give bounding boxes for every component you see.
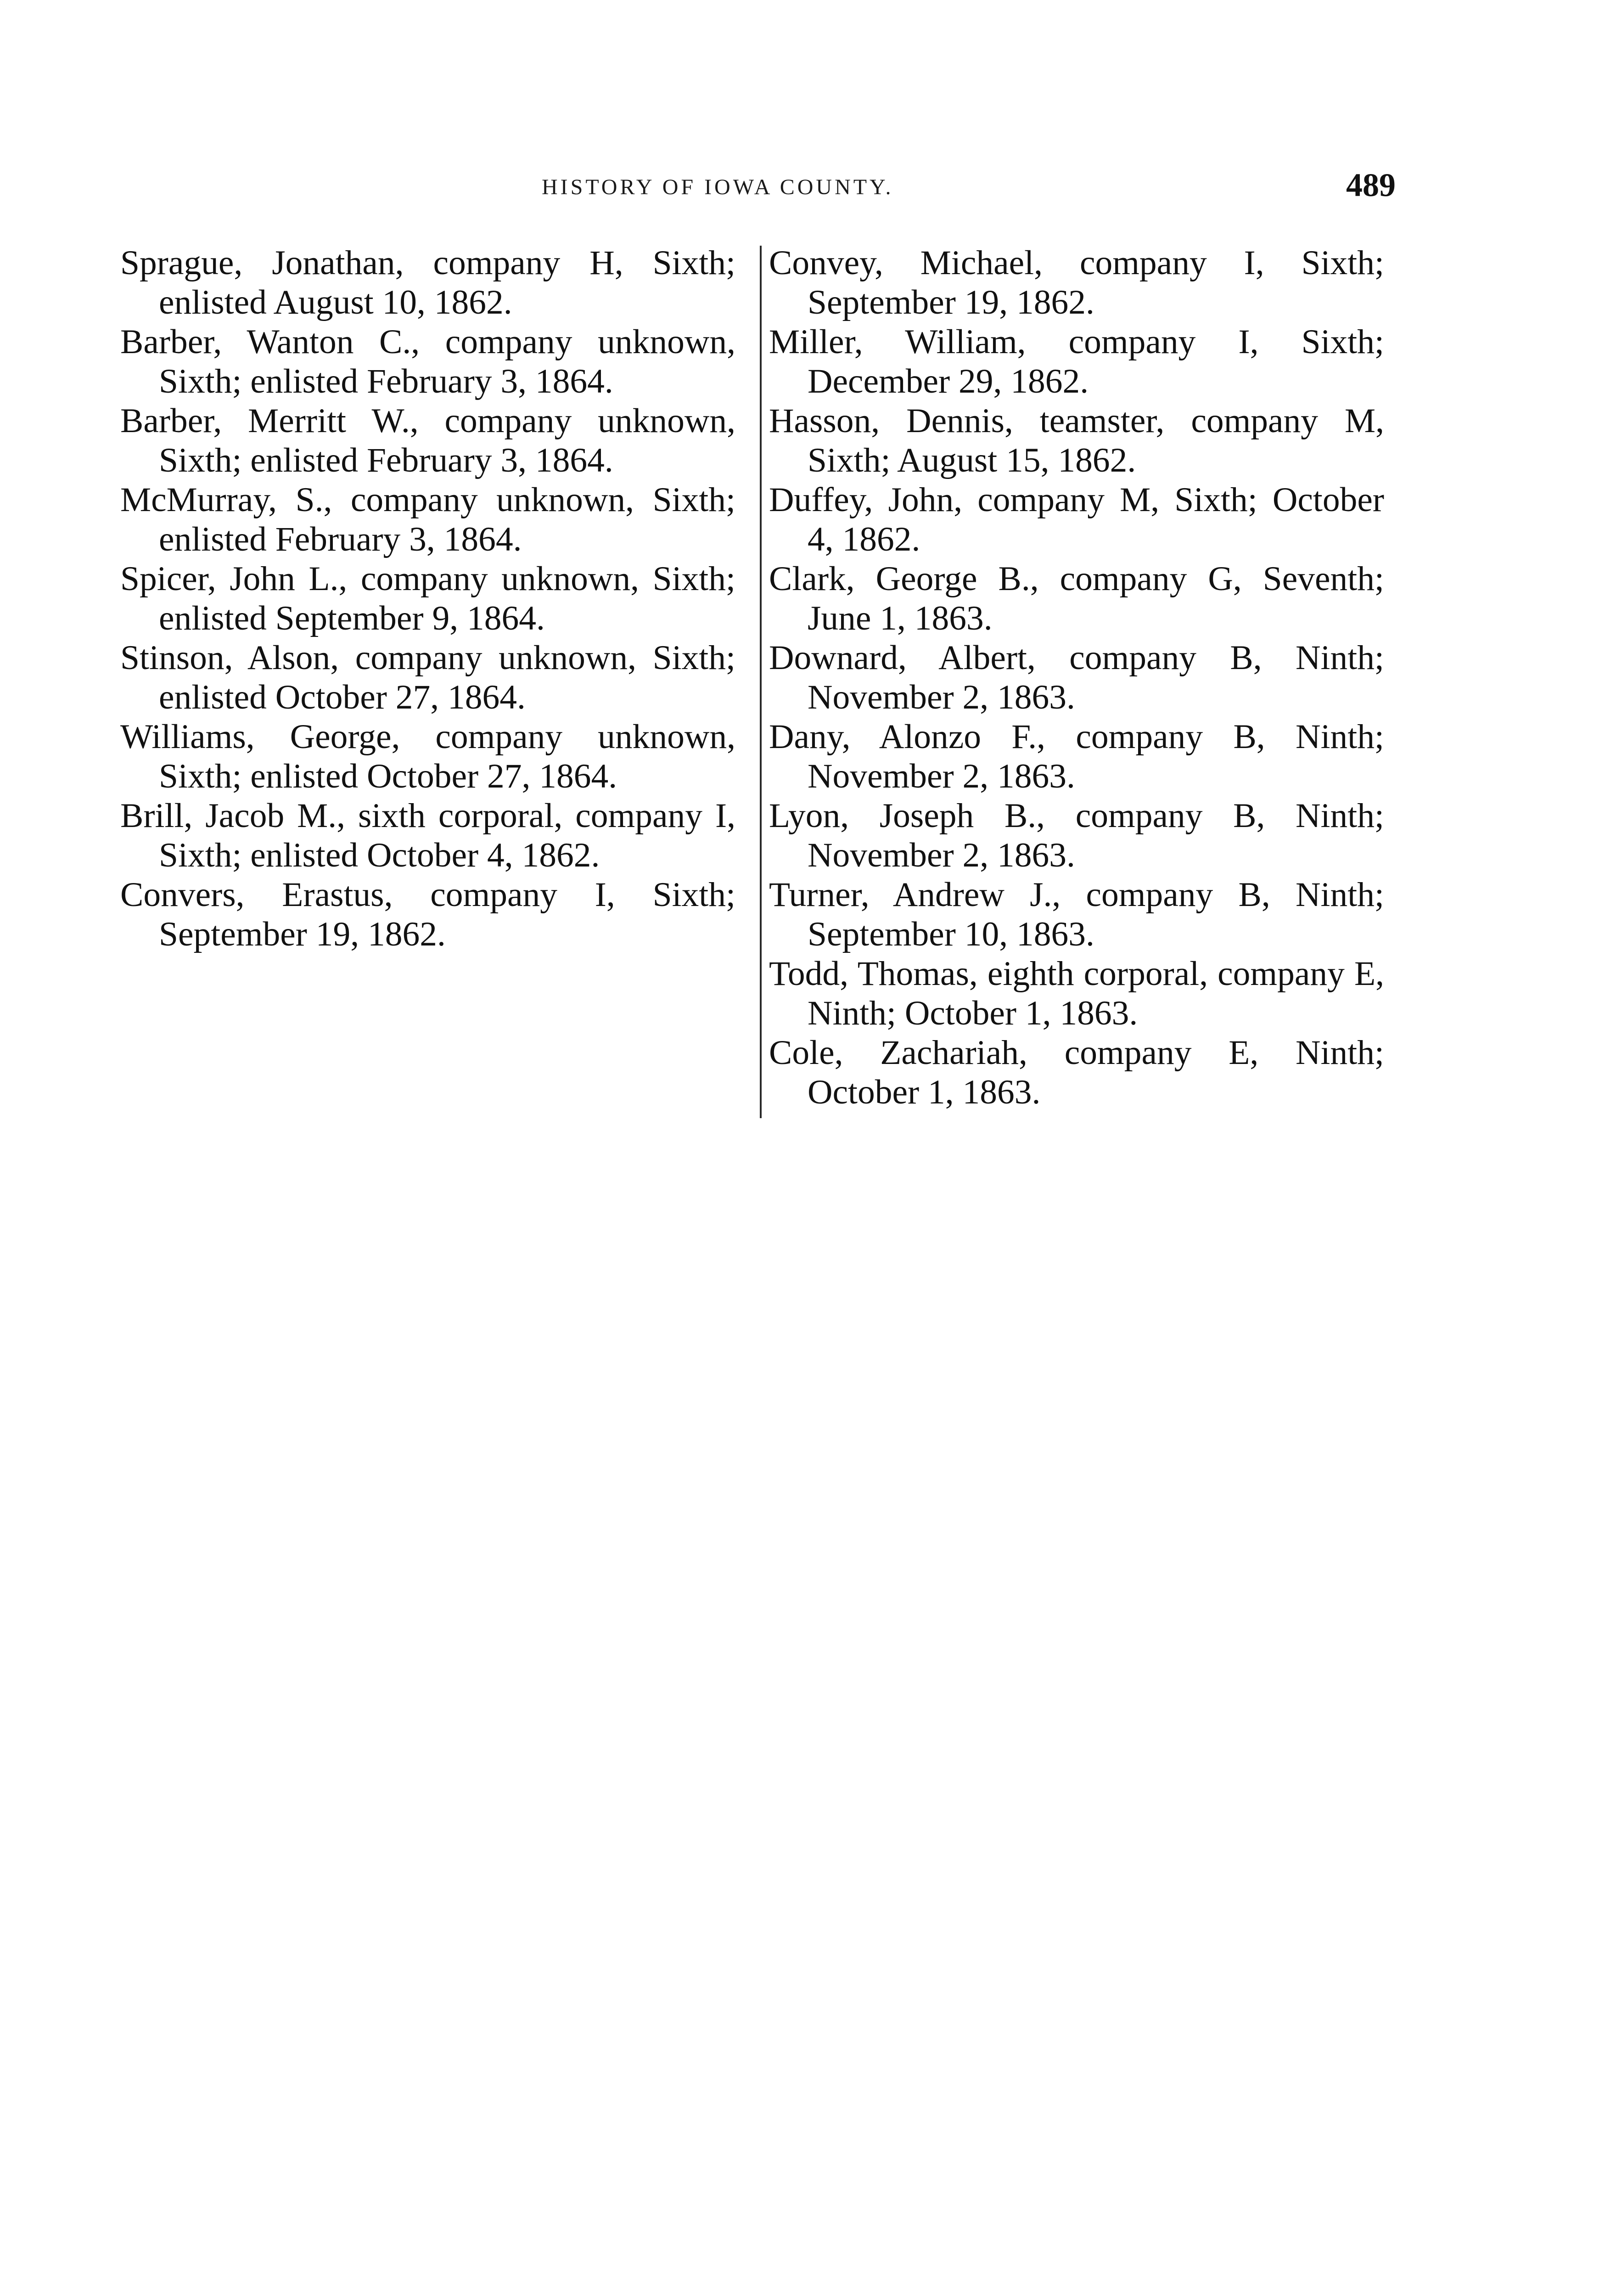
page-number: 489 [1346, 167, 1396, 203]
list-item: Downard, Albert, company B, Ninth; November 2, 1863. [769, 639, 1384, 716]
column-divider [760, 246, 762, 1118]
list-item: Stinson, Alson, company unknown, Sixth; enlisted October 27, 1864. [120, 639, 735, 716]
list-item: Convey, Michael, company I, Sixth; September 19, 1862. [769, 244, 1384, 321]
list-item: Clark, George B., company G, Seventh; June 1, 1863. [769, 560, 1384, 637]
list-item: Todd, Thomas, eighth corporal, company E, Ninth; October 1, 1863. [769, 955, 1384, 1032]
left-column [120, 243, 735, 954]
running-head: HISTORY OF IOWA COUNTY. [542, 175, 894, 199]
list-item: Miller, William, company I, Sixth; December 29, 1862. [769, 323, 1384, 400]
list-item: Sprague, Jonathan, company H, Sixth; enlisted August 10, 1862. [120, 244, 735, 321]
list-item: Brill, Jacob M., sixth corporal, company I, Sixth; enlisted October 4, 1862. [120, 797, 735, 874]
list-item: McMurray, S., company unknown, Sixth; enlisted February 3, 1864. [120, 481, 735, 558]
list-item: Convers, Erastus, company I, Sixth; September 19, 1862. [120, 876, 735, 953]
list-item: Spicer, John L., company unknown, Sixth; enlisted September 9, 1864. [120, 560, 735, 637]
right-column [769, 243, 1384, 1112]
list-item: Barber, Wanton C., company unknown, Sixth; enlisted February 3, 1864. [120, 323, 735, 400]
list-item: Williams, George, company unknown, Sixth; enlisted October 27, 1864. [120, 718, 735, 795]
list-item: Lyon, Joseph B., company B, Ninth; November 2, 1863. [769, 797, 1384, 874]
list-item: Cole, Zachariah, company E, Ninth; October 1, 1863. [769, 1034, 1384, 1111]
list-item: Turner, Andrew J., company B, Ninth; September 10, 1863. [769, 876, 1384, 953]
list-item: Duffey, John, company M, Sixth; October 4, 1862. [769, 481, 1384, 558]
list-item: Hasson, Dennis, teamster, company M, Sixth; August 15, 1862. [769, 402, 1384, 479]
list-item: Barber, Merritt W., company unknown, Sixth; enlisted February 3, 1864. [120, 402, 735, 479]
list-item: Dany, Alonzo F., company B, Ninth; November 2, 1863. [769, 718, 1384, 795]
